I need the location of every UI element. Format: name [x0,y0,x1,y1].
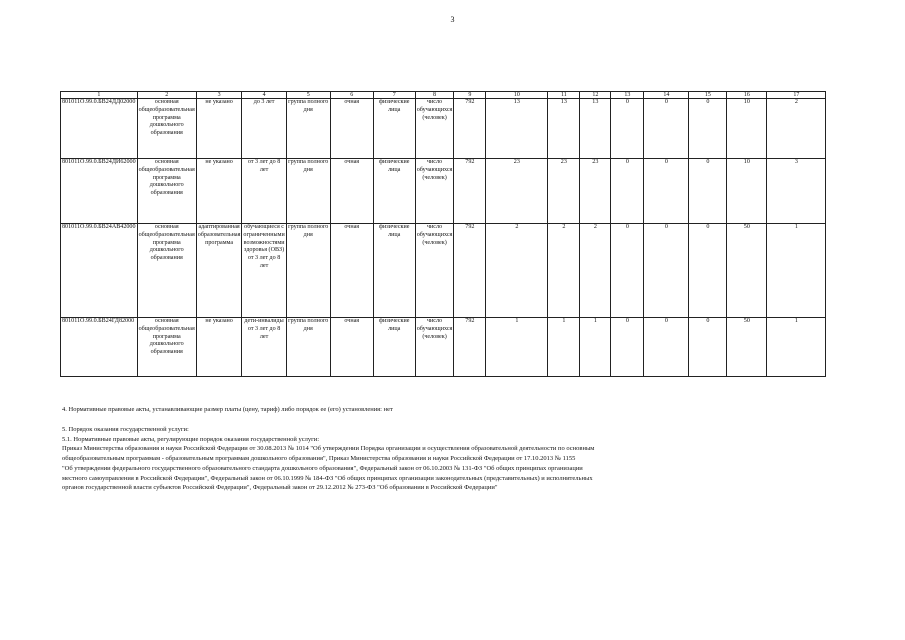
value-cell: 0 [689,159,727,224]
legal-acts-line: общеобразовательным программам - образовательным программам дошкольного образования", Приказ Министерства образования и науки Российской Федерации от 17.10.2013 № 1155 [62,455,576,462]
value-cell: 0 [611,99,644,159]
column-header: 16 [727,92,767,99]
age-category: от 3 лет до 8 лет [242,159,286,224]
value-cell: 1 [767,318,826,377]
value-cell: 50 [727,318,767,377]
column-header: 1 [61,92,138,99]
value-cell: 50 [727,224,767,318]
consumer-category: физические лица [373,224,415,318]
legal-acts-line: органов государственной власти субъектов Российской Федерации", Федеральный закон от 29.12.2012 № 273-ФЗ "Об образовании в Российской Федерации" [62,484,498,492]
column-header: 12 [580,92,611,99]
column-header: 11 [548,92,580,99]
program-content: основная общеобразовательная программа дошкольного образования [137,159,196,224]
value-cell: 3 [767,159,826,224]
table-row [61,224,826,318]
value-cell: 1 [580,318,611,377]
value-cell: 2 [580,224,611,318]
stay-form: группа полного дня [286,99,330,159]
column-header: 7 [373,92,415,99]
value-cell: 0 [644,99,689,159]
okei-code: 792 [454,99,486,159]
program-type: не указано [196,99,242,159]
service-indicators-table [60,91,826,377]
column-header: 8 [415,92,454,99]
registry-code: 801011О.99.0.БВ24АВ42000 [61,224,138,318]
table-row [61,99,826,159]
legal-acts-line: местного самоуправления в Российской Федерации", Федеральный закон от 06.10.1999 № 184-ФЗ "Об общих принципах организации законодательных (представительных) и исполнительных [62,474,593,482]
okei-code: 792 [454,318,486,377]
column-header: 10 [486,92,548,99]
program-type: адаптированная образовательная программа [196,224,242,318]
stay-form: группа полного дня [286,224,330,318]
registry-code: 801011О.99.0.БВ24ГД82000 [61,318,138,377]
column-header: 15 [689,92,727,99]
consumer-category: физические лица [373,159,415,224]
indicator-name: число обучающихся (человек) [415,99,454,159]
age-category: обучающиеся с ограниченными возможностями здоровья (ОВЗ) от 3 лет до 8 лет [242,224,286,318]
value-cell: 2 [548,224,580,318]
education-mode: очная [330,159,373,224]
value-cell: 1 [767,224,826,318]
program-type: не указано [196,159,242,224]
column-header: 13 [611,92,644,99]
value-cell: 13 [580,99,611,159]
program-content: основная общеобразовательная программа дошкольного образования [137,224,196,318]
value-cell: 1 [548,318,580,377]
stay-form: группа полного дня [286,159,330,224]
value-cell: 0 [644,318,689,377]
indicator-name: число обучающихся (человек) [415,224,454,318]
okei-code: 792 [454,159,486,224]
value-cell: 0 [689,99,727,159]
column-header: 2 [137,92,196,99]
value-cell: 2 [767,99,826,159]
indicator-name: число обучающихся (человек) [415,318,454,377]
value-cell: 0 [689,224,727,318]
value-cell: 2 [486,224,548,318]
stay-form: группа полного дня [286,318,330,377]
registry-code: 801011О.99.0.БВ24ДД02000 [61,99,138,159]
value-cell: 23 [486,159,548,224]
value-cell: 0 [611,159,644,224]
value-cell: 13 [548,99,580,159]
column-header: 14 [644,92,689,99]
okei-code: 792 [454,224,486,318]
program-content: основная общеобразовательная программа дошкольного образования [137,318,196,377]
column-header: 17 [767,92,826,99]
column-header: 6 [330,92,373,99]
legal-acts-line: "Об утверждении федерального государственного образовательного стандарта дошкольного образования", Федеральный закон от 06.10.2003 № 131-ФЗ "Об общих принципах организации [62,464,583,472]
value-cell: 0 [611,224,644,318]
education-mode: очная [330,99,373,159]
section-4-text: 4. Нормативные правовые акты, устанавливающие размер платы (цену, тариф) либо порядок ее (его) установления: нет [62,406,393,413]
value-cell: 0 [689,318,727,377]
column-header: 9 [454,92,486,99]
value-cell: 1 [486,318,548,377]
age-category: до 3 лет [242,99,286,159]
value-cell: 13 [486,99,548,159]
age-category: дети-инвалиды от 3 лет до 8 лет [242,318,286,377]
registry-code: 801011О.99.0.БВ24ДИ62000 [61,159,138,224]
value-cell: 0 [644,224,689,318]
value-cell: 10 [727,159,767,224]
section-5-1-title: 5.1. Нормативные правовые акты, регулирующие порядок оказания государственной услуги: [62,435,320,443]
section-5-title: 5. Порядок оказания государственной услуги: [62,425,189,433]
header-row [61,92,826,99]
table-row [61,159,826,224]
legal-acts-line: Приказ Министерства образования и науки Российской Федерации от 30.08.2013 № 1014 "Об утверждении Порядка организации и осуществления образовательной деятельности по основным [62,445,595,453]
education-mode: очная [330,318,373,377]
education-mode: очная [330,224,373,318]
column-header: 3 [196,92,242,99]
program-type: не указано [196,318,242,377]
column-header: 4 [242,92,286,99]
value-cell: 0 [611,318,644,377]
column-header: 5 [286,92,330,99]
indicator-name: число обучающихся (человек) [415,159,454,224]
legal-notes [62,405,862,493]
table-row [61,318,826,377]
program-content: основная общеобразовательная программа дошкольного образования [137,99,196,159]
value-cell: 23 [548,159,580,224]
page-number: 3 [450,15,455,24]
consumer-category: физические лица [373,318,415,377]
value-cell: 0 [644,159,689,224]
value-cell: 23 [580,159,611,224]
value-cell: 10 [727,99,767,159]
consumer-category: физические лица [373,99,415,159]
